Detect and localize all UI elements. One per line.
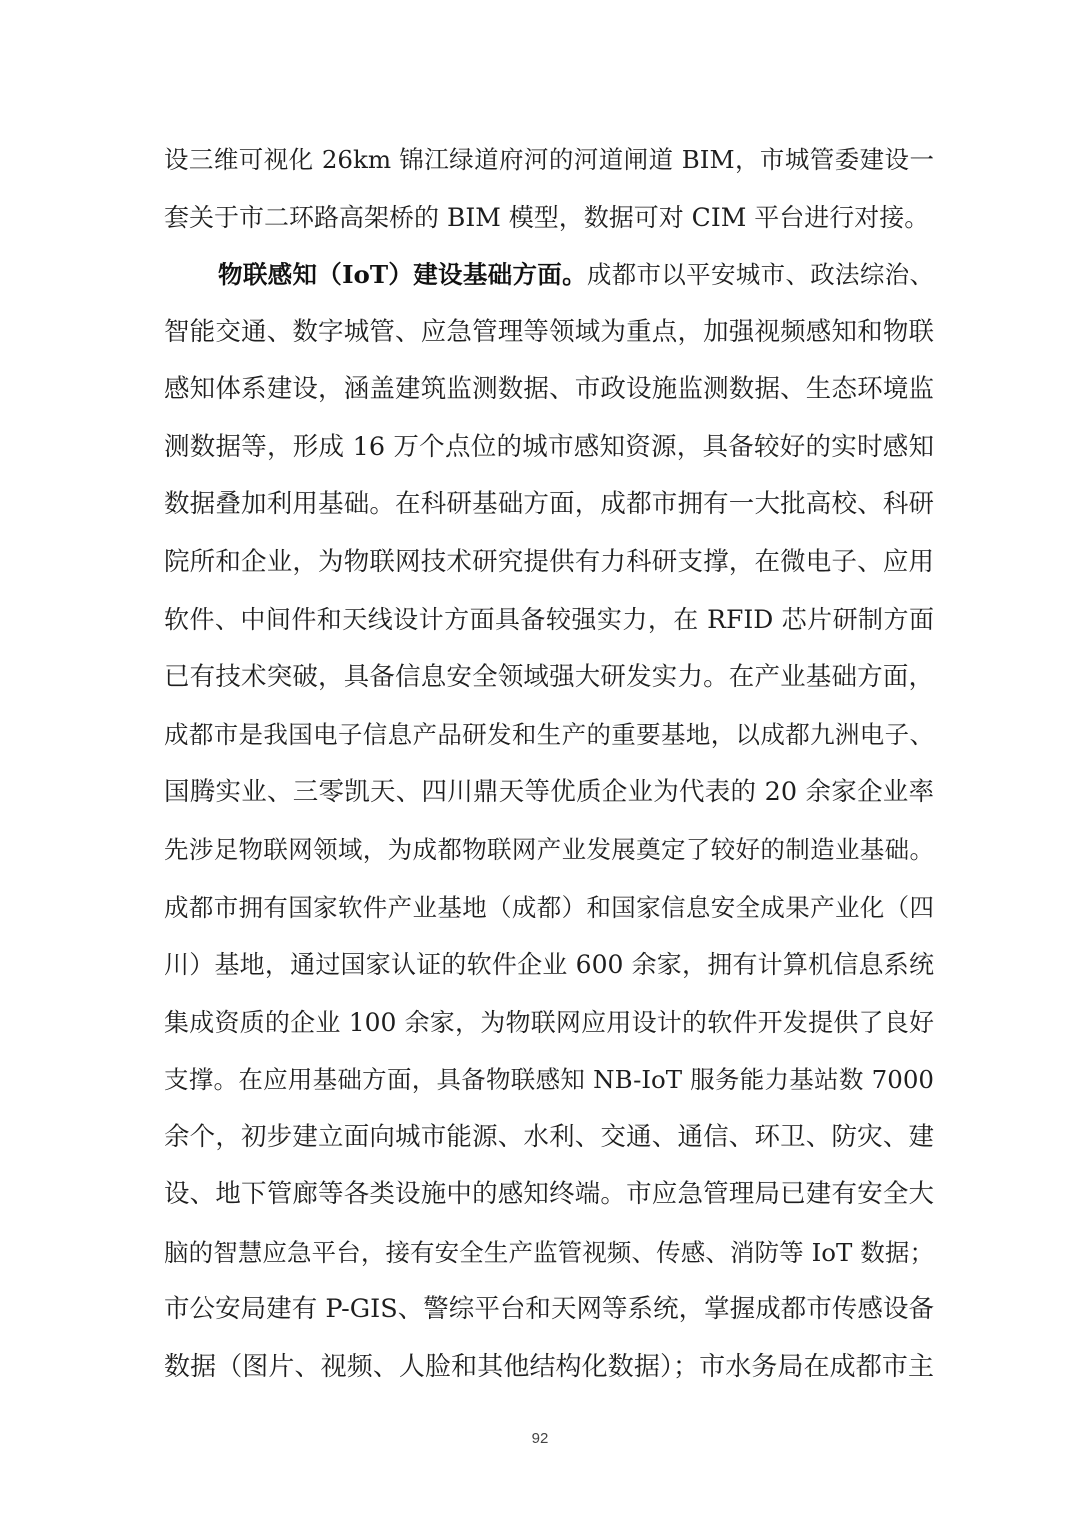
paragraph-2-line-16: 余个，初步建立面向城市能源、水利、交通、通信、环卫、防灾、建: [164, 1121, 934, 1152]
paragraph-2-line-10: 国腾实业、三零凯天、四川鼎天等优质企业为代表的 20 余家企业率: [164, 776, 934, 807]
paragraph-1-line-2: 套关于市二环路高架桥的 BIM 模型，数据可对 CIM 平台进行对接。: [164, 202, 930, 232]
paragraph-2-line-8: 已有技术突破，具备信息安全领域强大研发实力。在产业基础方面，: [164, 661, 934, 692]
paragraph-2-line-14: 集成资质的企业 100 余家，为物联网应用设计的软件开发提供了良好: [164, 1007, 934, 1037]
paragraph-2-line-7: 软件、中间件和天线设计方面具备较强实力，在 RFID 芯片研制方面: [164, 605, 934, 634]
paragraph-2-first-line-text: 成都市以平安城市、政法综治、: [586, 260, 934, 289]
paragraph-2-line-9: 成都市是我国电子信息产品研发和生产的重要基地，以成都九洲电子、: [164, 720, 934, 749]
page-number: 92: [531, 1430, 549, 1447]
paragraph-1-line-1: 设三维可视化 26km 锦江绿道府河的河道闸道 BIM，市城管委建设一: [164, 145, 934, 174]
paragraph-2-line-2: 智能交通、数字城管、应急管理等领域为重点，加强视频感知和物联: [164, 316, 934, 347]
paragraph-2-line-13: 川）基地，通过国家认证的软件企业 600 余家，拥有计算机信息系统: [164, 950, 934, 979]
paragraph-2-line-20: 数据（图片、视频、人脸和其他结构化数据）；市水务局在成都市主: [164, 1351, 934, 1382]
paragraph-2-line-18: 脑的智慧应急平台，接有安全生产监管视频、传感、消防等 IoT 数据；: [164, 1237, 934, 1267]
paragraph-2-lead-heading: 物联感知（IoT）建设基础方面。: [218, 260, 587, 289]
paragraph-2-line-15: 支撑。在应用基础方面，具备物联感知 NB-IoT 服务能力基站数 7000: [164, 1065, 934, 1094]
paragraph-2-line-11: 先涉足物联网领域，为成都物联网产业发展奠定了较好的制造业基础。: [164, 835, 934, 864]
body-text: [164, 131, 934, 1396]
paragraph-2-line-19: 市公安局建有 P-GIS、警综平台和天网等系统，掌握成都市传感设备: [164, 1294, 934, 1324]
paragraph-2-line-17: 设、地下管廊等各类设施中的感知终端。市应急管理局已建有安全大: [164, 1179, 934, 1209]
paragraph-2-line-3: 感知体系建设，涵盖建筑监测数据、市政设施监测数据、生态环境监: [164, 374, 934, 404]
paragraph-2-line-1: [164, 246, 934, 304]
paragraph-2-line-5: 数据叠加利用基础。在科研基础方面，成都市拥有一大批高校、科研: [164, 489, 934, 519]
paragraph-2-line-12: 成都市拥有国家软件产业基地（成都）和国家信息安全成果产业化（四: [164, 892, 934, 922]
paragraph-2-line-4: 测数据等，形成 16 万个点位的城市感知资源，具备较好的实时感知: [164, 431, 934, 462]
paragraph-2-line-6: 院所和企业，为物联网技术研究提供有力科研支撑，在微电子、应用: [164, 546, 934, 577]
